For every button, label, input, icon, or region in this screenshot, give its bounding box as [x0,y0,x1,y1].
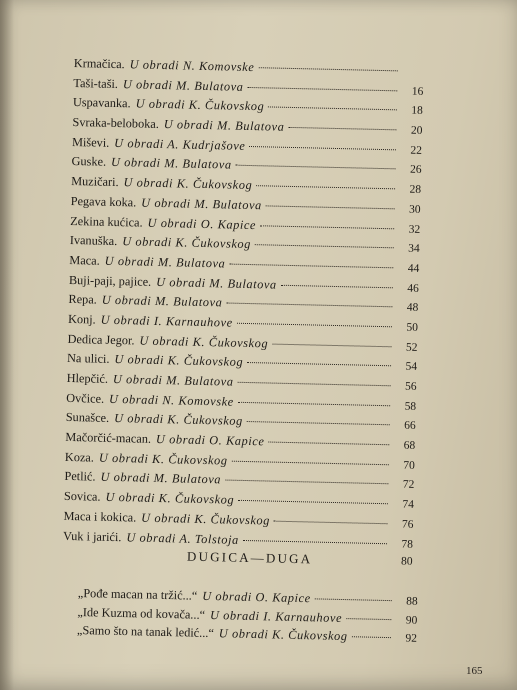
entry-credit: U obradi K. Čukovskog [105,489,235,507]
entry-credit: U obradi M. Bulatova [163,117,285,134]
leader-dots [352,636,391,638]
entry-credit: U obradi O. Kapice [155,432,265,449]
leader-dots [236,165,396,170]
entry-page-number: 74 [402,498,415,511]
leader-dots [255,244,394,248]
leader-dots [260,225,394,229]
leader-dots [274,520,388,524]
entry-credit: U obradi I. Karnauhove [100,312,233,330]
entry-page-number: 80 [400,555,413,568]
entry-title: Ovčice. [66,390,105,406]
entry-credit: U obradi A. Kudrjašove [114,135,246,153]
entry-page-number: 26 [409,164,422,177]
entry-title: Pegava koka. [70,193,137,210]
entry-credit: U obradi K. Čukovskog [114,411,244,429]
entry-credit: U obradi K. Čukovskog [141,510,271,528]
entry-credit: U obradi K. Čukovskog [135,96,265,114]
leader-dots [268,107,397,111]
entry-page-number: 68 [403,439,416,452]
entry-page-number: 16 [411,85,424,98]
entry-credit: U obradi M. Bulatova [122,76,244,94]
entry-credit: U obradi M. Bulatova [101,292,223,310]
leader-dots [266,205,395,209]
leader-dots [249,146,396,150]
entry-title: Vuk i jarići. [62,528,122,544]
entry-title: Koza. [64,449,95,465]
entry-title: Mačorčić-macan. [65,429,152,446]
entry-page-number: 28 [409,183,422,197]
entry-page-number: 30 [408,203,421,216]
section-contents [77,586,418,649]
leader-dots [238,401,390,405]
leader-dots [315,598,392,601]
entry-title: Svraka-beloboka. [72,115,160,132]
leader-dots [248,87,398,91]
entry-credit: U obradi M. Bulatova [100,470,222,487]
entry-title: Ivanuška. [69,233,118,249]
entry-credit: U obradi K. Čukovskog [218,626,348,644]
leader-dots [238,382,391,386]
entry-credit: U obradi M. Bulatova [141,195,263,213]
entry-title: Zekina kućica. [70,213,143,230]
entry-credit: U obradi M. Bulatova [110,155,232,173]
leader-dots [226,303,392,308]
entry-title: Uspavanka. [72,95,131,111]
entry-title: Hlepčić. [66,370,109,386]
entry-title: Na ulici. [66,351,110,367]
entry-page-number: 58 [404,400,417,413]
entry-title: Dedica Jegor. [67,331,135,348]
leader-dots [272,343,391,347]
entry-credit: U obradi M. Bulatova [104,253,226,271]
entry-title: Konj. [67,311,96,327]
entry-page-number: 66 [404,419,416,433]
leader-dots [258,67,397,71]
entry-credit: U obradi N. Komovske [129,57,255,75]
entry-title: Repa. [68,292,97,307]
entry-credit: U obradi K. Čukovskog [139,333,269,351]
entry-title: Guske. [71,154,107,170]
entry-page-number: 20 [410,124,423,137]
entry-title: Sunašce. [65,410,110,426]
leader-dots [243,539,387,543]
entry-page-number: 70 [403,459,415,472]
section-heading: DUGICA—DUGA [186,548,313,567]
entry-title: Petlić. [64,469,96,485]
entry-credit: U obradi K. Čukovskog [98,450,228,468]
entry-credit: U obradi M. Bulatova [156,274,277,292]
entry-title: Sovica. [63,489,101,504]
leader-dots [288,127,396,130]
entry-credit: U obradi N. Komovske [108,391,234,409]
leader-dots [247,362,391,366]
entry-title: Buji-paji, pajice. [68,272,152,289]
entry-page-number: 44 [407,262,420,275]
leader-dots [256,185,395,189]
entry-title: „Pođe macan na tržić...“ [77,586,198,603]
entry-page-number: 54 [405,360,418,374]
entry-title: Maca. [69,252,100,268]
leader-dots [238,500,388,504]
entry-credit: U obradi O. Kapice [147,215,257,232]
entry-credit: U obradi A. Tolstoja [126,529,240,547]
entry-page-number: 92 [405,632,418,645]
leader-dots [229,263,393,268]
entry-page-number: 56 [404,380,417,393]
entry-credit: U obradi M. Bulatova [112,371,234,389]
entry-credit: U obradi K. Čukovskog [114,352,244,370]
entry-page-number: 32 [408,223,421,236]
entry-credit: U obradi O. Kapice [202,588,311,606]
entry-page-number: 46 [407,282,419,295]
entry-title: „Ide Kuzma od kovača...“ [77,604,206,622]
entry-credit: U obradi K. Čukovskog [123,175,253,193]
entry-page-number: 78 [401,538,414,551]
entry-page-number: 48 [406,301,419,315]
entry-title: Maca i kokica. [63,508,137,525]
entry-title: Miševi. [71,134,110,150]
entry-title: Muzičari. [71,174,119,190]
leader-dots [281,284,393,288]
entry-page-number: 22 [410,144,423,157]
leader-dots [237,323,392,328]
entry-title: Taši-taši. [73,75,119,91]
page-number: 165 [466,665,483,677]
leader-dots [268,442,389,446]
leader-dots [247,421,390,425]
leader-dots [346,618,391,620]
entry-page-number: 18 [411,105,423,118]
entry-page-number: 90 [405,613,418,627]
entry-page-number: 72 [402,479,415,492]
entry-title: Krmačica. [73,56,125,72]
table-of-contents [62,56,424,576]
entry-page-number: 34 [408,242,420,256]
entry-page-number: 50 [406,321,419,334]
leader-dots [232,460,389,465]
entry-credit: U obradi K. Čukovskog [122,234,252,252]
leader-dots [225,480,388,485]
entry-title: „Samo što na tanak ledić...“ [76,622,215,641]
entry-page-number: 88 [406,595,418,608]
entry-page-number: 76 [401,518,414,531]
entry-credit: U obradi I. Karnauhove [209,607,343,625]
entry-page-number: 52 [405,341,418,354]
